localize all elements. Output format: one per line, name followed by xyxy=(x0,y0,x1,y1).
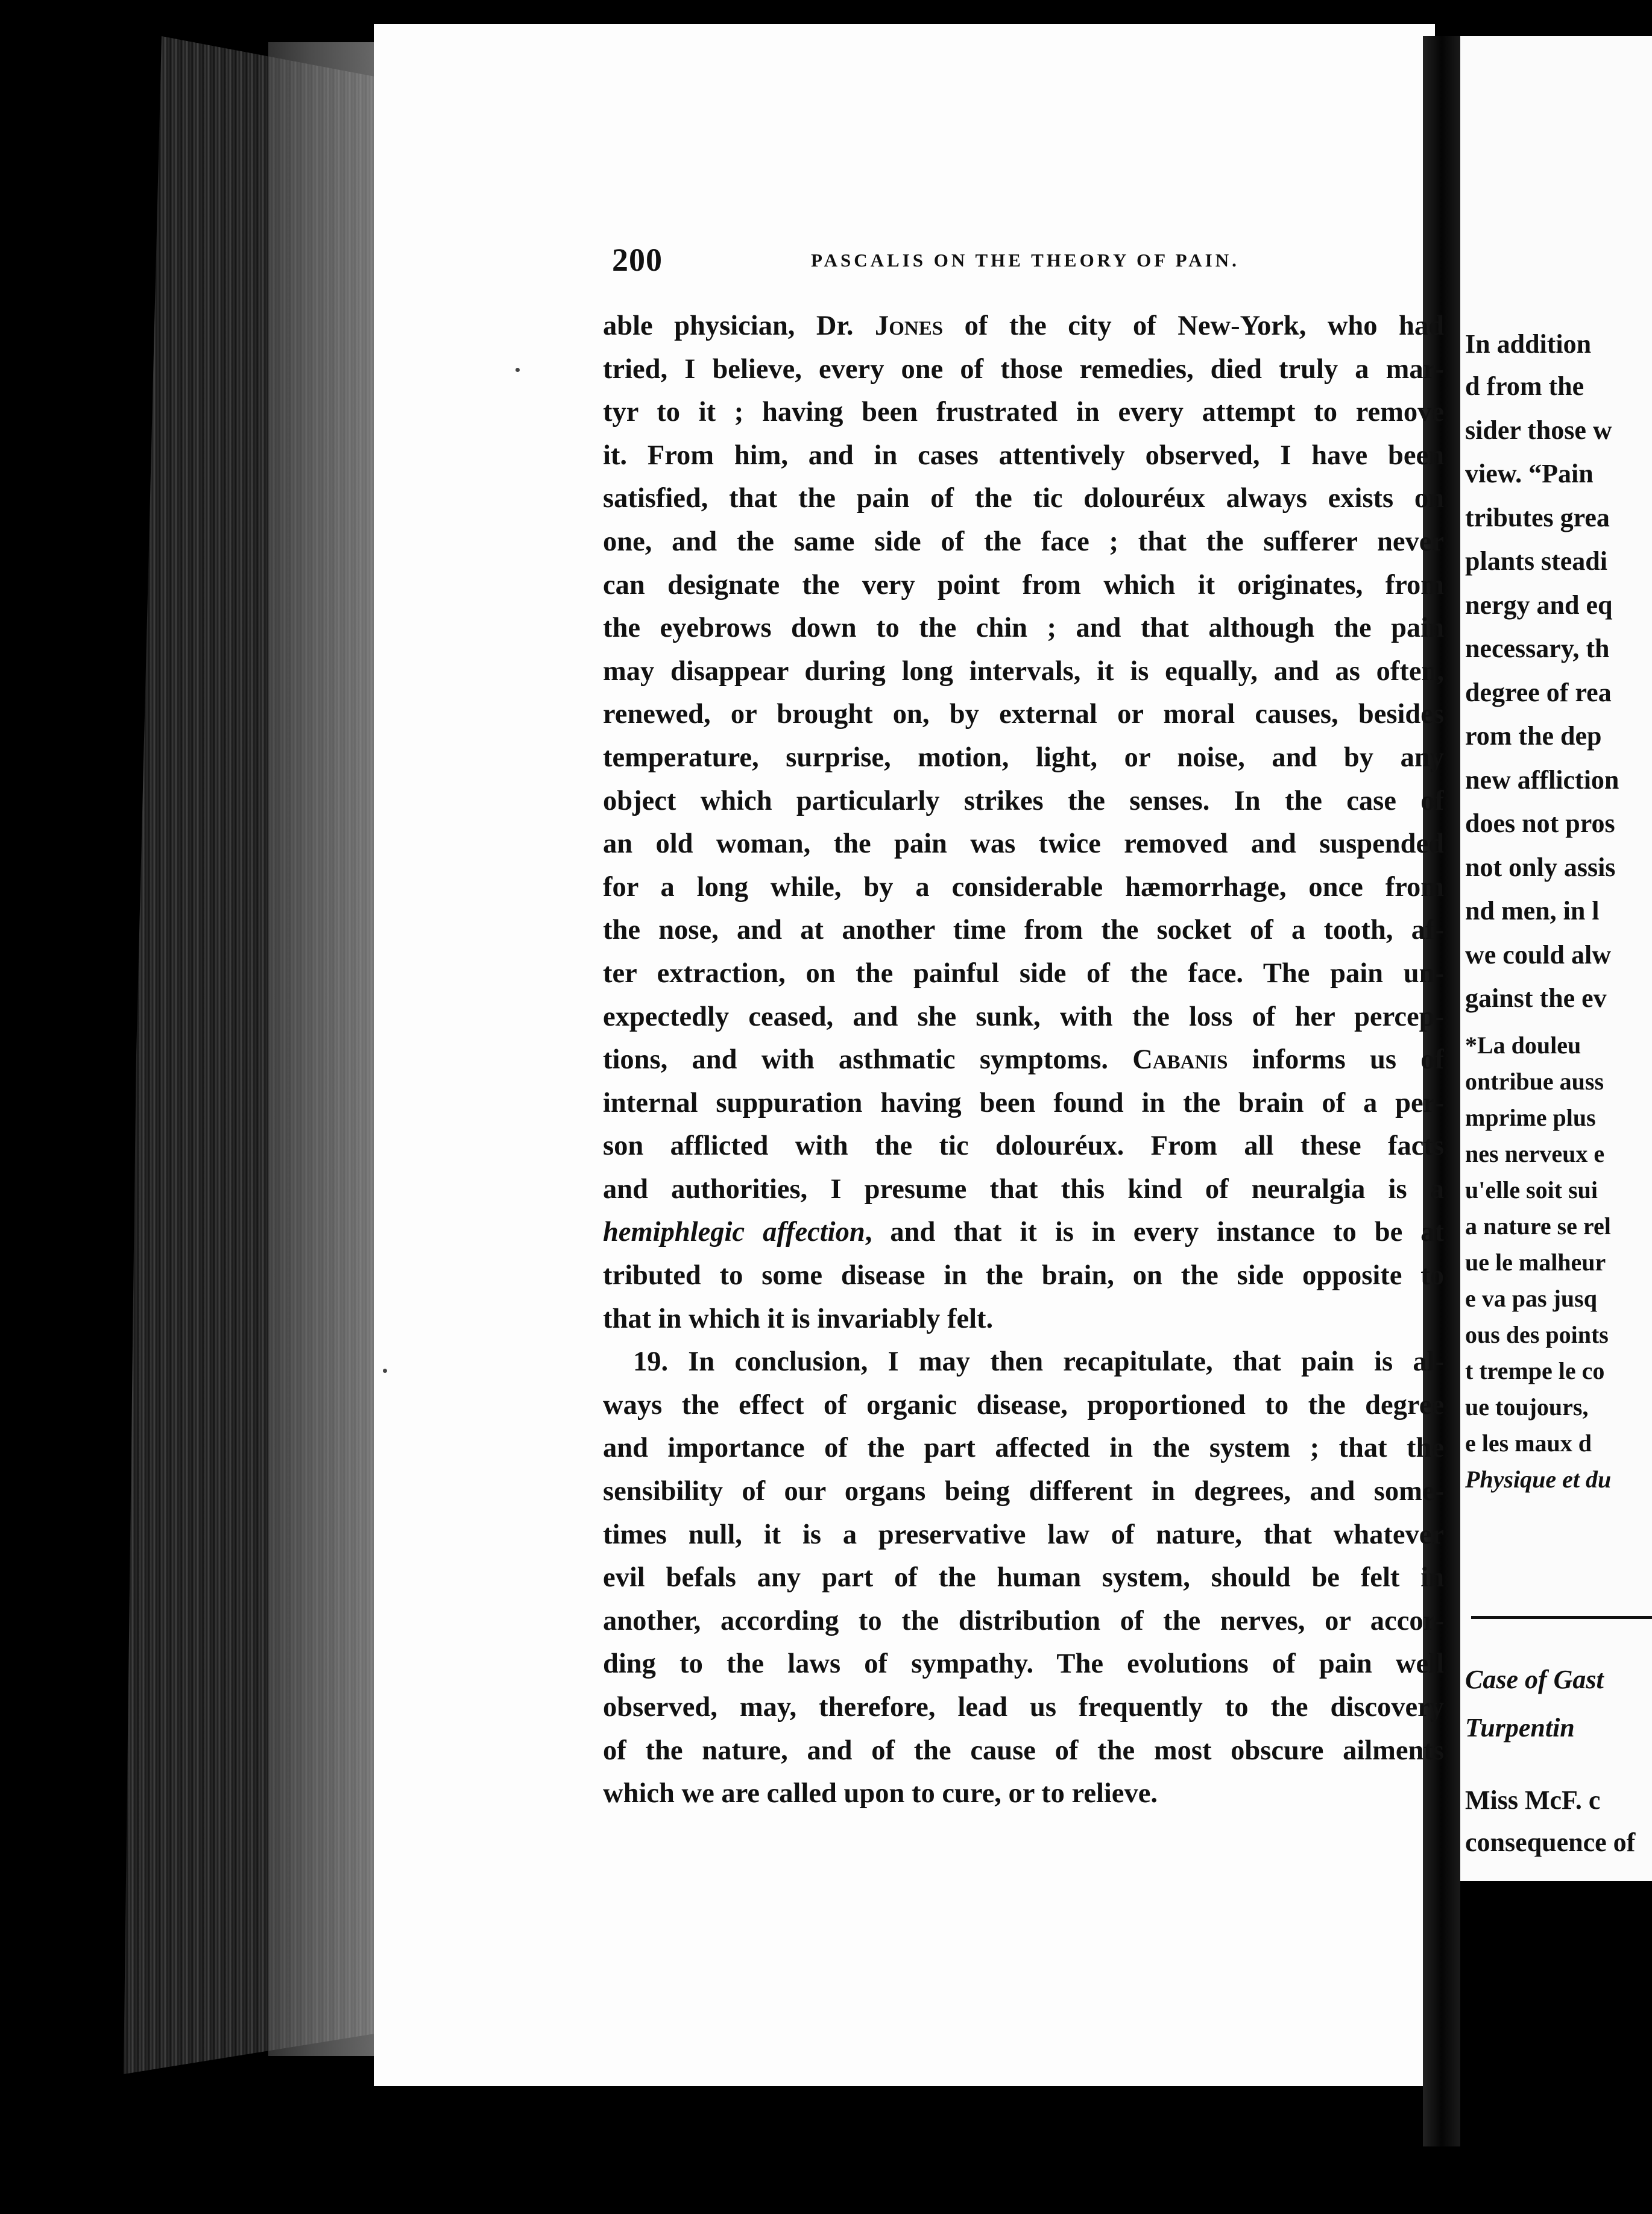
text-run: times null, it is a preservative law of nature, that whatever xyxy=(603,1519,1444,1550)
right-page-line: d from the xyxy=(1465,371,1584,401)
right-page-line: Miss McF. c xyxy=(1465,1785,1601,1815)
right-page-line: ue toujours, xyxy=(1465,1393,1589,1421)
text-run: an old woman, the pain was twice removed and suspended xyxy=(603,828,1444,860)
text-run: tributed to some disease in the brain, on the side opposite to xyxy=(603,1260,1444,1292)
text-run: object which particularly strikes the senses. In the case of xyxy=(603,785,1444,816)
right-page-line: does not pros xyxy=(1465,809,1615,838)
text-run: ding to the laws of sympathy. The evolutions of pain well xyxy=(603,1648,1444,1680)
text-run: son afflicted with the tic dolouréux. From all these facts xyxy=(603,1131,1444,1162)
right-page-line: t trempe le co xyxy=(1465,1357,1605,1384)
italic-phrase: hemiphlegic affection xyxy=(603,1217,865,1248)
text-run: able physician, Dr. xyxy=(603,311,875,341)
text-line xyxy=(603,1470,1444,1513)
text-line xyxy=(603,952,1444,995)
text-line xyxy=(603,693,1444,736)
right-page-line: ue le malheur xyxy=(1465,1249,1606,1276)
right-page-line: plants steadi xyxy=(1465,546,1607,576)
text-line xyxy=(603,1427,1444,1470)
right-page-line: not only assis xyxy=(1465,853,1616,882)
right-page-line: In addition xyxy=(1465,329,1592,359)
right-page-line: Case of Gast xyxy=(1465,1665,1604,1694)
text-line xyxy=(603,909,1444,952)
text-line xyxy=(603,1168,1444,1211)
text-run: tions, and with asthmatic symptoms. xyxy=(603,1044,1133,1076)
right-page-line: nd men, in l xyxy=(1465,896,1600,926)
text-line xyxy=(603,348,1444,391)
right-page-line: e va pas jusq xyxy=(1465,1285,1597,1312)
running-title: PASCALIS ON THE THEORY OF PAIN. xyxy=(811,250,1240,271)
text-line xyxy=(603,1211,1444,1254)
text-line xyxy=(603,1038,1444,1082)
text-run: renewed, or brought on, by external or moral causes, besides xyxy=(603,699,1444,730)
page-header xyxy=(612,241,1360,283)
right-page-line: nergy and eq xyxy=(1465,590,1613,620)
page-edge-highlight xyxy=(268,42,377,2056)
text-run: internal suppuration having been found in the brain of a per- xyxy=(603,1087,1444,1118)
text-run: and authorities, I presume that this kind of neuralgia is a xyxy=(603,1173,1444,1205)
text-line xyxy=(603,434,1444,478)
text-line xyxy=(603,1642,1444,1686)
text-run: may disappear during long intervals, it is equally, and as often, xyxy=(603,655,1444,687)
right-page-line: view. “Pain xyxy=(1465,459,1594,488)
text-run: tyr to it ; having been frustrated in every attempt to remove xyxy=(603,397,1444,428)
right-page-line: ontribue auss xyxy=(1465,1068,1604,1095)
text-line xyxy=(603,564,1444,607)
text-run: expectedly ceased, and she sunk, with the loss of her percep- xyxy=(603,1001,1444,1032)
right-page-line: a nature se rel xyxy=(1465,1213,1611,1240)
text-line xyxy=(603,477,1444,520)
text-line xyxy=(603,304,1444,348)
text-line xyxy=(603,650,1444,693)
text-line xyxy=(603,1082,1444,1125)
text-run: of the nature, and of the cause of the most obscure ailments xyxy=(603,1735,1444,1766)
right-page-line: mprime plus xyxy=(1465,1104,1596,1131)
text-run: 19. In conclusion, I may then recapitulate, that pain is al- xyxy=(633,1346,1444,1378)
page-number: 200 xyxy=(612,242,663,278)
text-line xyxy=(603,1772,1444,1815)
text-run: observed, may, therefore, lead us frequently to the discovery xyxy=(603,1692,1444,1723)
text-line xyxy=(603,607,1444,650)
text-line xyxy=(603,1729,1444,1773)
text-run: another, according to the distribution of the nerves, or accor- xyxy=(603,1605,1444,1636)
text-line xyxy=(603,1340,1444,1384)
text-run: one, and the same side of the face ; that the sufferer never xyxy=(603,526,1444,557)
text-run: , and that it is in every instance to be at xyxy=(865,1217,1444,1248)
text-run: which we are called upon to cure, or to relieve. xyxy=(603,1778,1158,1809)
text-run: tried, I believe, every one of those remedies, died truly a mar- xyxy=(603,353,1444,385)
text-line xyxy=(603,1556,1444,1600)
text-run: temperature, surprise, motion, light, or noise, and by any xyxy=(603,742,1444,773)
right-page-line: *La douleu xyxy=(1465,1032,1581,1059)
right-page-rule xyxy=(1471,1616,1652,1619)
text-run: ter extraction, on the painful side of the face. The pain un- xyxy=(603,957,1444,989)
text-line xyxy=(603,1513,1444,1557)
right-page-line: e les maux d xyxy=(1465,1430,1592,1457)
right-page-line: consequence of xyxy=(1465,1828,1636,1857)
text-line xyxy=(603,736,1444,780)
text-line xyxy=(603,391,1444,434)
right-page-line: sider those w xyxy=(1465,415,1612,445)
text-line xyxy=(603,520,1444,564)
text-run: sensibility of our organs being different in degrees, and some- xyxy=(603,1476,1444,1507)
text-run: ways the effect of organic disease, proportioned to the degree xyxy=(603,1389,1444,1421)
text-run: evil befals any part of the human system, should be felt in xyxy=(603,1562,1444,1594)
right-page-line: gainst the ev xyxy=(1465,983,1607,1013)
text-run: for a long while, by a considerable hæmorrhage, once from xyxy=(603,871,1444,903)
scan-speck xyxy=(383,1369,387,1373)
text-run: of the city of New-York, who had xyxy=(943,311,1444,341)
right-page-line: nes nerveux e xyxy=(1465,1140,1605,1167)
text-line xyxy=(603,1298,1444,1341)
right-page-line: we could alw xyxy=(1465,940,1611,970)
text-run: satisfied, that the pain of the tic dolouréux always exists on xyxy=(603,483,1444,514)
text-line xyxy=(603,822,1444,866)
text-run: can designate the very point from which it originates, from xyxy=(603,569,1444,601)
right-page-line: degree of rea xyxy=(1465,678,1612,707)
text-line xyxy=(603,1254,1444,1298)
text-run: the nose, and at another time from the socket of a tooth, af- xyxy=(603,915,1444,946)
text-line xyxy=(603,995,1444,1039)
small-caps-name: Cabanis xyxy=(1132,1044,1228,1076)
text-line xyxy=(603,866,1444,909)
right-page-line: tributes grea xyxy=(1465,503,1610,532)
right-page-line: u'elle soit sui xyxy=(1465,1176,1598,1203)
scan-speck xyxy=(515,368,520,372)
right-page-line: Turpentin xyxy=(1465,1713,1575,1742)
text-line xyxy=(603,780,1444,823)
text-run: that in which it is invariably felt. xyxy=(603,1303,994,1334)
text-run: the eyebrows down to the chin ; and that although the pain xyxy=(603,613,1444,644)
right-page-line: ous des points xyxy=(1465,1321,1609,1348)
text-run: and importance of the part affected in the system ; that the xyxy=(603,1433,1444,1464)
text-run: it. From him, and in cases attentively observed, I have been xyxy=(603,440,1444,471)
right-page-line: new affliction xyxy=(1465,765,1619,795)
right-page-line: necessary, th xyxy=(1465,634,1610,663)
text-line xyxy=(603,1600,1444,1643)
small-caps-name: Jones xyxy=(874,311,944,341)
body-text xyxy=(603,304,1444,1815)
text-line xyxy=(603,1124,1444,1168)
right-page-line: Physique et du xyxy=(1465,1466,1612,1493)
text-line xyxy=(603,1384,1444,1427)
text-line xyxy=(603,1686,1444,1729)
text-run: informs us of xyxy=(1228,1044,1444,1076)
right-page-line: rom the dep xyxy=(1465,721,1602,751)
